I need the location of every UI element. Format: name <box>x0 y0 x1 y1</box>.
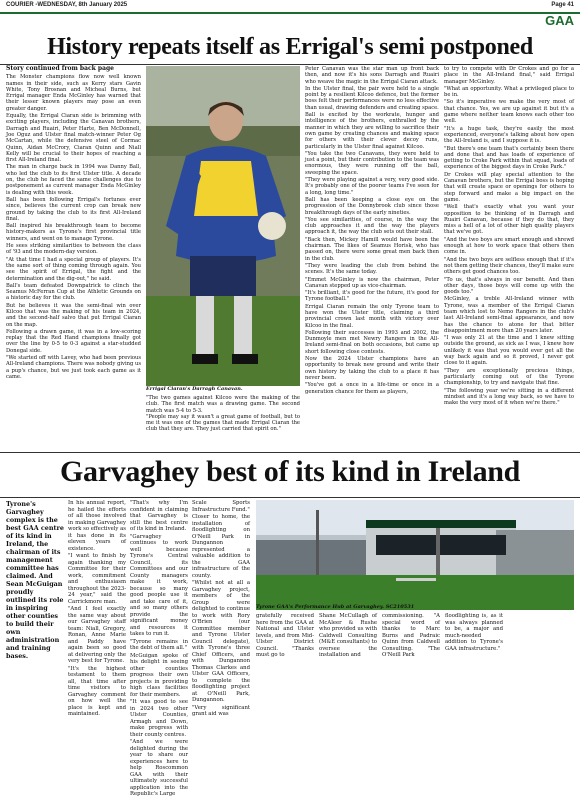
publication-date: COURIER -WEDNESDAY, 8th January 2025 <box>6 2 128 8</box>
paragraph: Dr Crokes will play special attention to the Canavan brothers, but the Errigal boss is hoping that will create space or openings for others to step forward and make a big impact on the game. <box>444 171 574 203</box>
paragraph: Following a drawn game, it was in a low-scoring replay that the Red Hand champions finally got over the line by 0-5 to 0-3 against a star-studded Donegal side. <box>6 328 141 354</box>
paragraph: In his annual report, he hailed the efforts of all those involved in making Garvaghey work so effectively as it has done in its eleven years of existence. <box>68 500 126 552</box>
story2-bottom-column-4: floodlighting is, as it was always planned to be, a major and much-needed addition to Tyrone's GAA infrastructure." <box>445 613 503 652</box>
paragraph: McGuigan spoke of his delight in seeing other counties progress their own projects in providing high class facilities for their members. <box>130 652 188 698</box>
story1-headline: History repeats itself as Errigal's semi postponed <box>47 34 533 60</box>
page-number: Page 41 <box>551 2 574 8</box>
story2-bottom-column-1: gratefully received here from the GAA at National and Ulster levels, and from Mid-Ulster District Council. "Thanks must go to <box>256 613 314 658</box>
paragraph: "They were leading the club from behind the scenes. It's the same today. <box>305 262 439 276</box>
paragraph: "Back then, Mickey Hamill would have been the chairman. The likes of Seamus Horisk, who has passed on, there were some great men back then in the club. <box>305 236 439 262</box>
photo-caption: Tyrone GAA's Performance Hub at Garvaghey. SC210531 <box>256 604 415 610</box>
header-rule <box>0 12 580 14</box>
story1-column-3 <box>444 66 574 407</box>
paragraph: "What an opportunity. What a privileged place to be in. <box>444 85 574 99</box>
section-tag: GAA <box>545 13 574 28</box>
paragraph: "It was good to see in 2024 two other Ulster Counties, Armagh and Down, make progress with their county centres. <box>130 699 188 738</box>
paragraph: Scale Sports Infrastructure Fund." <box>192 500 250 513</box>
photo-caption: Errigal Ciaran's Darragh Canavan. <box>146 386 243 392</box>
paragraph: "Whilst not at all a Garvaghey project, members of the Group were delighted to continue to work with Rory O'Brien (our Committee member and Tyrone Ulster Council delegate), with Tyrone's three Chief Officers, and with Dungannon Thomas Clarkes and Ulster GAA Officers, to complete the floodlighting project at O'Neill Park, Dungannon. <box>192 580 250 703</box>
garvaghey-photo <box>256 500 574 720</box>
paragraph: "And we were delighted during the year to share our experiences here to help Roscommon GAA with their ultimately successful application into the Republic's Large <box>130 739 188 797</box>
paragraph: Ball's team defeated Downpatrick to clinch the Seamus McFerran Cup at the Athletic Grounds on a historic day for the club. <box>6 282 141 302</box>
player-photo <box>146 66 300 386</box>
paragraph: Following their successes in 1993 and 2002, the Dunmoyle men met Newry Rangers in the All-Ireland semi-final on both occasions, but came up short following close contests. <box>305 329 439 355</box>
paragraph: He sees striking similarities to between the class of '93 and the modern-day version. <box>6 243 141 256</box>
paragraph: Ball is excited by the workrate, hunger and intelligence of the brothers, enthralled by the manner in which they are willing to sacrifice their own game by creating chances and making space for others with their clever decoy runs, particularly in the Ulster final against Kilcoo. <box>305 112 439 150</box>
paragraph: Errigal Ciaran remain the only Tyrone team to have won the Ulster title, claiming a third provincial crown last month with victory over Kilcoo in the final. <box>305 303 439 329</box>
paragraph: Equally, the Errigal Ciaran side is brimming with exciting players, including the Canavan brothers, Darragh and Ruairi, Peter Harte, Ben McDonnell, Joe Oguz and Ulster final match-winner Peter Og McCartan, while the defensive steel of Cormac Quinn, Aidan McCrory, Ciaran Quinn and Niall Kelly will be crucial to their hopes of reaching a first All-Ireland final. <box>6 113 141 164</box>
story2-column-2 <box>130 500 188 799</box>
paragraph: Peter Canavan was the star man up front back then, and now it's his sons Darragh and Ruairi who weave the magic in the Errigal Ciaran attack. <box>305 66 439 85</box>
story1-quote-column <box>146 395 300 433</box>
paragraph: "Very significant grant aid was <box>192 704 250 717</box>
paragraph: Ball has been keeping a close eye on the progression of the Donnybrook club since those breakthrough days of the early nineties. <box>305 196 439 216</box>
divider <box>0 497 580 498</box>
paragraph: McGinley, a treble All-Ireland winner with Tyrone, was a member of the Errigal Ciaran team which lost to Nemo Rangers in the club's last All-Ireland semi-final appearance, and now has the chance to atone for that bitter disappointment more than 20 years later. <box>444 296 574 334</box>
paragraph: "At that time I had a special group of players. It's the same sort of thing coming through again. You see the spirit of Errigal, the fight and the determination and the dig-out," he said. <box>6 256 141 282</box>
paragraph: But he believes it was the semi-final win over Kilcoo that was the making of his team in 2024, and the second-half salvo that put Errigal Ciaran on the map. <box>6 302 141 328</box>
paragraph: "They were playing against a very, very good side. It's probably one of the poorer teams I've seen for a long, long time." <box>305 177 439 196</box>
story2-intro: Tyrone's Garvaghey complex is the best GAA centre of its kind in Ireland, the chairman of its management committee has claimed. And Sean McGuigan proudly outlined its role in inspiring other counties to build their own administration and training bases. <box>6 500 64 660</box>
divider <box>0 452 580 453</box>
player-photo-graphic <box>146 66 300 386</box>
paragraph: "Garvaghey continues to work well because Tyrone's Central Council, its Committees and our County managers make it work, because so many good people use it and take care of it, and so many others provide the significant money and resources it takes to run it. <box>130 533 188 637</box>
paragraph: "People may say it wasn't a great game of football, but to me it was one of the games that made Errigal Ciaran the club that they are. They just carried that spirit on." <box>146 413 300 433</box>
paragraph: "Emmet McGinley is now the chairman, Peter Canavan stepped up as vice-chairman. <box>305 276 439 289</box>
paragraph: Now the 2024 Ulster champions have an opportunity to break new ground and write their own history by taking the club to a place it has never been. <box>305 356 439 381</box>
paragraph: "Tyrone remains in the debt of them all." <box>130 638 188 651</box>
paragraph: "It's a huge task, they're easily the most experienced, everyone's talking about how open the All-Ireland is, and I suppose it is. <box>444 125 574 145</box>
story1-column-2 <box>305 66 439 396</box>
story2-bottom-column-2: Shane McCullagh of McAleer & Rushe who provided us with Caldwell Consulting (M&E consultants) to oversee the installation and <box>319 613 377 658</box>
garvaghey-photo-graphic <box>256 500 574 610</box>
paragraph: "We started off with Lavey, who had been previous All-Ireland champions. There was nobody giving us a pup's chance, but we just took each game as it came. <box>6 355 141 380</box>
paragraph: "To us, that's always in our benefit. And then other days, those boys will come up with the goods too." <box>444 276 574 296</box>
paragraph: "And I feel exactly the same way about our Garvaghey staff team: Niall, Gregory, Ronan, Anne Marie and Paddy have again been so good at delivering only the very best for Tyrone. <box>68 606 126 664</box>
story2-headline: Garvaghey best of its kind in Ireland <box>59 455 521 488</box>
paragraph: "Well that's exactly what you want your opposition to be thinking of in Darragh and Ruairi Canavan, because if they do that, they miss a hell of a lot of other high quality players that we've got. <box>444 204 574 236</box>
paragraph: "The following year we're sitting in a different mindset and it's a long way back, so we have to make the very most of it when we're there." <box>444 387 574 407</box>
story-kicker: Story continued from back page <box>6 65 114 72</box>
paragraph: "The two games against Kilcoo were the making of the club. The first match was a drawing game. The second match was 5-4 to 5-3. <box>146 395 300 414</box>
paragraph: In the Ulster final, the pair were held to a single point by a resilient Kilcoo defence, but the former boss felt their performances were no less effective than usual, drawing defenders and creating space. <box>305 85 439 111</box>
paragraph: "You've got a once in a life-time or once in a generation chance for them as players, <box>305 382 439 395</box>
paragraph: Closer to home, the installation of floodlighting on O'Neill Park in Dungannon represented a valuable addition to the GAA infrastructure of the county. <box>192 514 250 579</box>
paragraph: "It's the highest testament to them all, that time after time visitors to Garvaghey comment on how well the place is kept and maintained. <box>68 665 126 717</box>
paragraph: "It's brilliant, it's good for the future, it's good for Tyrone football." <box>305 290 439 303</box>
paragraph: "You take the two Canavans, they were held to just a point, but their contribution to the team was enormous, they were running off the ball, sweeping the space. <box>305 150 439 176</box>
paragraph: "You see similarities, of course, in the way the club approaches it and the way the players approach it, the way the club sets out their stall. <box>305 216 439 236</box>
paragraph: "That's why I'm confident in claiming that Garvaghey is still the best centre of its kind in Ireland. <box>130 500 188 532</box>
paragraph: to try to compete with Dr Crokes and go for a place in the All-Ireland final," said Errigal manager McGinley. <box>444 66 574 85</box>
paragraph: "So it's imperative we make the very most of that chance. Yes, we are up against it but it's a game where neither team knows each other too well. <box>444 99 574 125</box>
paragraph: Ball inspired his breakthrough team to become history-makers as Tyrone's first provincial title winners, and went on to manage Tyrone. <box>6 223 141 242</box>
story1-column-1 <box>6 66 141 381</box>
story2-column-1 <box>68 500 126 719</box>
paragraph: "And the two boys are smart enough and shrewd enough at how to work space that others then come in. <box>444 236 574 256</box>
paragraph: The man in charge back in 1994 was Danny Ball, who led the club to its first Ulster title. A decade on, the club he faced the same challenges due to postponement as current manager Enda McGinley is dealing with this week. <box>6 164 141 196</box>
paragraph: "I want to finish by again thanking my Committee for their work, commitment and enthusiasm throughout the 2023-24 year," said the Carrickmore man. <box>68 553 126 605</box>
page-header <box>0 0 580 12</box>
paragraph: The Monster champions flow now well known names in their side, such as Kerry stars Gavin White, Tony Brosnan and Micheal Burns, but Errigal manager Enda McGinley has warned that their lesser known players may pose an even greater danger. <box>6 74 141 112</box>
story2-column-3 <box>192 500 250 719</box>
paragraph: "I was only 21 at the time and I knew sitting outside the ground, as sick as I was, I knew how unlikely it was that you would ever get all the way back again and so it proved, I never got close to it again. <box>444 335 574 367</box>
story2-bottom-column-3: commissioning. "A special word of thanks to Marc Burns and Padraic Quinn from Caldwell Consulting. "The O'Neill Park <box>382 613 440 658</box>
paragraph: "They are exceptionally precious things, particularly coming out of the Tyrone championship, to try and navigate that fine. <box>444 367 574 387</box>
paragraph: "And the two boys are selfless enough that if it's not them getting their chances, they'll make sure others get good chances too. <box>444 256 574 276</box>
paragraph: Ball has been following Errigal's fortunes ever since, believes the current crop can break new ground by taking the club to its first All-Ireland final. <box>6 196 141 222</box>
paragraph: "But there's one team that's certainly been there and done that and has loads of experience of getting to Croke Park within that squad, loads of experience of the biggest days in Croke Park." <box>444 145 574 171</box>
